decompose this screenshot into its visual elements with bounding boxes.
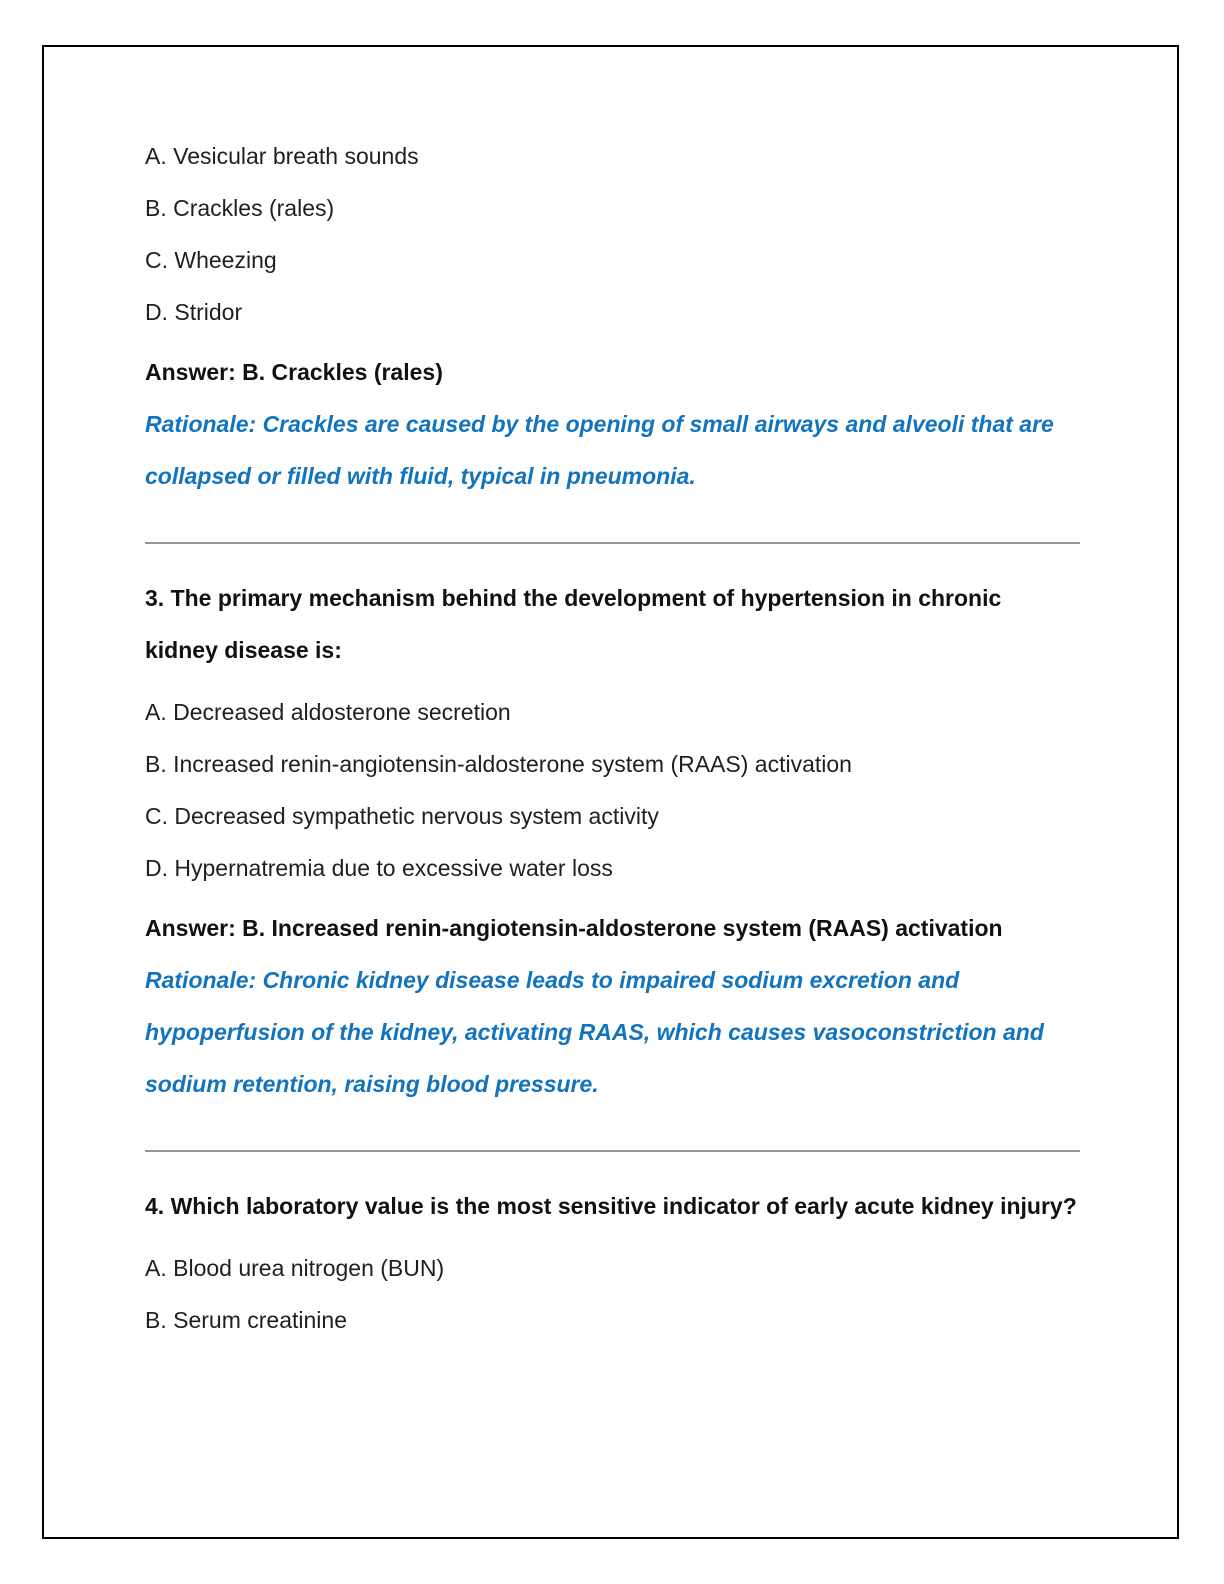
q4-option-a: A. Blood urea nitrogen (BUN) xyxy=(145,1255,445,1281)
q2-option-a: A. Vesicular breath sounds xyxy=(145,143,419,169)
section-divider xyxy=(145,1150,1080,1152)
q2-option-b: B. Crackles (rales) xyxy=(145,195,335,221)
q3-option-a: A. Decreased aldosterone secretion xyxy=(145,699,511,725)
q3-option-b: B. Increased renin-angiotensin-aldosterone system (RAAS) activation xyxy=(145,751,852,777)
q3-answer: Answer: B. Increased renin-angiotensin-aldosterone system (RAAS) activation xyxy=(145,915,1003,941)
q3-question: 3. The primary mechanism behind the development of hypertension in chronic kidney disease is: xyxy=(145,585,1002,663)
q3-option-c: C. Decreased sympathetic nervous system activity xyxy=(145,803,659,829)
q3-rationale: Rationale: Chronic kidney disease leads to impaired sodium excretion and hypoperfusion of the kidney, activating RAAS, which causes vasoconstriction and sodium retention, raising blood pressure. xyxy=(145,967,1044,1097)
q4-option-b: B. Serum creatinine xyxy=(145,1307,347,1333)
document-content xyxy=(145,130,1080,1346)
q3-option-d: D. Hypernatremia due to excessive water loss xyxy=(145,855,613,881)
q4-question: 4. Which laboratory value is the most sensitive indicator of early acute kidney injury? xyxy=(145,1193,1077,1219)
q2-option-d: D. Stridor xyxy=(145,299,243,325)
section-divider xyxy=(145,542,1080,544)
q2-option-c: C. Wheezing xyxy=(145,247,277,273)
q2-answer: Answer: B. Crackles (rales) xyxy=(145,359,443,385)
q2-rationale: Rationale: Crackles are caused by the opening of small airways and alveoli that are collapsed or filled with fluid, typical in pneumonia. xyxy=(145,411,1054,489)
